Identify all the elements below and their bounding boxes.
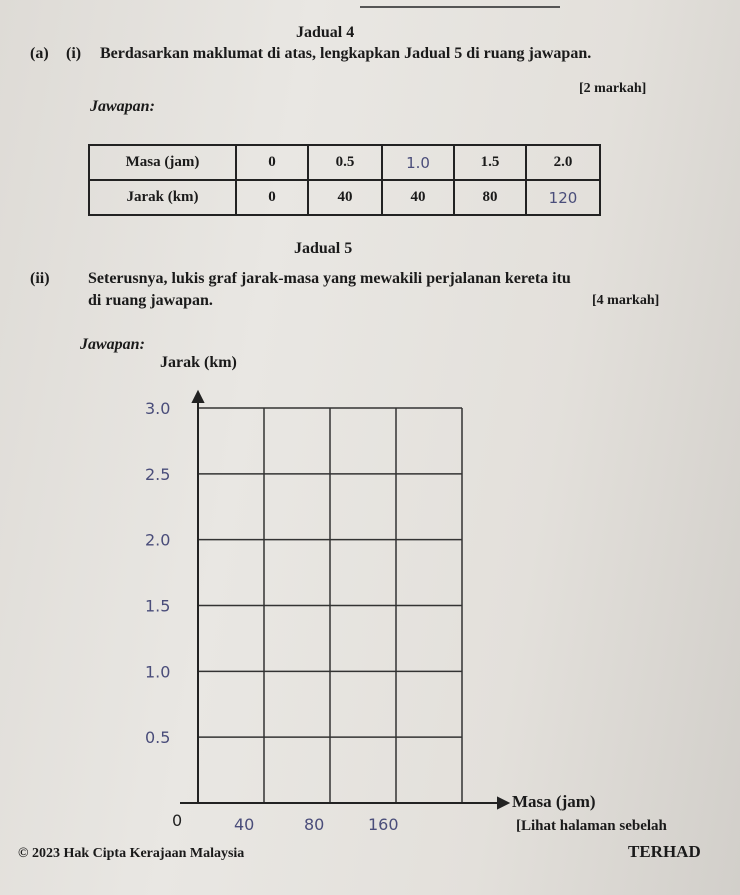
row1-cell: 1.5 (454, 145, 526, 180)
footer-copyright: © 2023 Hak Cipta Kerajaan Malaysia (18, 846, 245, 861)
row2-cell-handwritten: 120 (526, 180, 600, 215)
y-tick-label-handwritten: 0.5 (145, 728, 171, 748)
row1-cell: 0.5 (308, 145, 382, 180)
row1-cell: 0 (236, 145, 308, 180)
y-tick-label-handwritten: 1.5 (145, 596, 171, 616)
row1-cell: 2.0 (526, 145, 600, 180)
part-ii-label: (ii) (30, 270, 50, 287)
footer-next-page: [Lihat halaman sebelah (516, 818, 667, 834)
question-ii-line1: Seterusnya, lukis graf jarak-masa yang mewakili perjalanan kereta itu (88, 270, 571, 287)
y-tick-label-handwritten: 3.0 (145, 399, 171, 418)
y-tick-label-handwritten: 2.0 (145, 530, 171, 550)
x-axis-arrow (498, 798, 508, 808)
row2-header: Jarak (km) (89, 180, 236, 215)
question-i-text: Berdasarkan maklumat di atas, lengkapkan Jadual 5 di ruang jawapan. (100, 45, 592, 62)
x-tick-label-handwritten: 80 (304, 815, 325, 834)
jawapan-label-2: Jawapan: (80, 336, 145, 353)
row2-cell: 80 (454, 180, 526, 215)
question-ii-marks: [4 markah] (592, 293, 660, 308)
y-tick-label-handwritten: 2.5 (145, 464, 171, 484)
row2-cell: 0 (236, 180, 308, 215)
footer-status: TERHAD (628, 842, 701, 861)
question-ii-line2: di ruang jawapan. (88, 292, 213, 309)
jawapan-label-1: Jawapan: (90, 98, 155, 115)
y-axis-arrow (193, 392, 203, 402)
y-axis-title: Jarak (km) (160, 354, 237, 371)
origin-label: 0 (172, 811, 183, 830)
jadual5-caption: Jadual 5 (294, 240, 353, 257)
x-tick-label-handwritten: 160 (368, 815, 399, 834)
row1-header: Masa (jam) (89, 145, 236, 180)
question-i-marks: [2 markah] (579, 81, 647, 96)
y-tick-label-handwritten: 1.0 (145, 662, 171, 682)
row1-cell-handwritten: 1.0 (382, 145, 454, 180)
row2-cell: 40 (382, 180, 454, 215)
x-axis-title: Masa (jam) (512, 792, 596, 811)
part-a-label: (a) (30, 45, 49, 62)
row2-cell: 40 (308, 180, 382, 215)
part-i-label: (i) (66, 45, 82, 62)
jadual4-heading: Jadual 4 (296, 24, 355, 41)
x-tick-label-handwritten: 40 (234, 815, 255, 834)
